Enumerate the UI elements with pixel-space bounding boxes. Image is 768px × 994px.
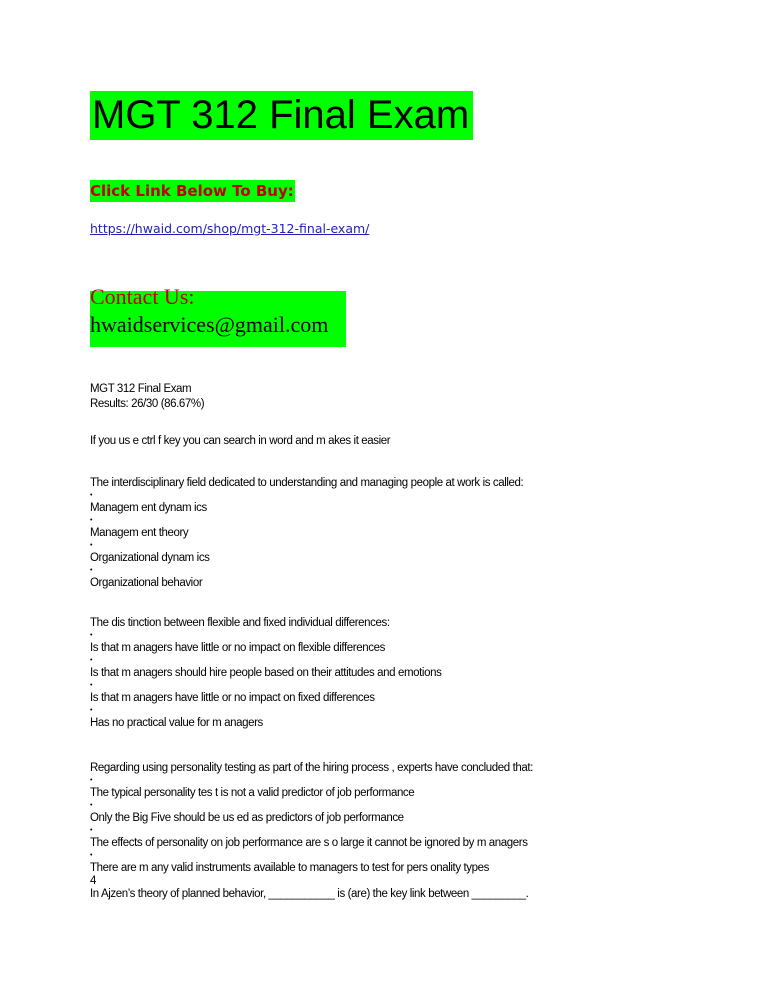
answer-option: Only the Big Five should be us ed as predictors of job performance xyxy=(90,812,404,824)
bullet-icon: • xyxy=(90,567,93,574)
search-tip-text: If you us e ctrl f key you can search in word and m akes it easier xyxy=(90,435,391,447)
answer-option: The effects of personality on job performance are s o large it cannot be ignored by m anagers xyxy=(90,837,528,849)
question-block xyxy=(90,476,750,590)
question-text: In Ajzen’s theory of planned behavior, ___________ is (are) the key link between _________. xyxy=(90,888,529,900)
bullet-icon: • xyxy=(90,802,93,809)
exam-name: MGT 312 Final Exam xyxy=(90,383,192,395)
question-text: Regarding using personality testing as part of the hiring process , experts have concluded that: xyxy=(90,762,533,774)
answer-option: Organizational dynam ics xyxy=(90,552,210,564)
search-tip xyxy=(90,435,750,447)
contact-block xyxy=(90,284,346,347)
page-title: MGT 312 Final Exam xyxy=(90,91,473,140)
bullet-icon: • xyxy=(90,707,93,714)
buy-link[interactable]: https://hwaid.com/shop/mgt-312-final-exam/ xyxy=(90,221,370,236)
bullet-icon: • xyxy=(90,492,93,499)
question-text: The dis tinction between flexible and fixed individual differences: xyxy=(90,617,390,629)
question-number: 4 xyxy=(90,875,96,887)
bullet-icon: • xyxy=(90,682,93,689)
bullet-icon: • xyxy=(90,632,93,639)
exam-info xyxy=(90,382,750,412)
answer-option: Is that m anagers have little or no impact on flexible differences xyxy=(90,642,385,654)
contact-label: Contact Us: xyxy=(90,284,195,309)
bullet-icon: • xyxy=(90,852,93,859)
bullet-icon: • xyxy=(90,517,93,524)
bullet-icon: • xyxy=(90,827,93,834)
answer-option: The typical personality tes t is not a valid predictor of job performance xyxy=(90,787,415,799)
buy-heading: Click Link Below To Buy: xyxy=(90,182,294,200)
question-block xyxy=(90,616,750,730)
answer-option: Is that m anagers have little or no impact on fixed differences xyxy=(90,692,375,704)
question-block xyxy=(90,761,750,901)
answer-option: Managem ent dynam ics xyxy=(90,502,207,514)
answer-option: There are m any valid instruments available to managers to test for pers onality types xyxy=(90,862,489,874)
answer-option: Has no practical value for m anagers xyxy=(90,717,263,729)
answer-option: Is that m anagers should hire people based on their attitudes and emotions xyxy=(90,667,442,679)
bullet-icon: • xyxy=(90,542,93,549)
exam-results: Results: 26/30 (86.67%) xyxy=(90,398,205,410)
question-text: The interdisciplinary field dedicated to understanding and managing people at work is called: xyxy=(90,477,524,489)
answer-option: Managem ent theory xyxy=(90,527,189,539)
answer-option: Organizational behavior xyxy=(90,577,203,589)
bullet-icon: • xyxy=(90,777,93,784)
contact-email[interactable]: hwaidservices@gmail.com xyxy=(90,312,329,337)
bullet-icon: • xyxy=(90,657,93,664)
